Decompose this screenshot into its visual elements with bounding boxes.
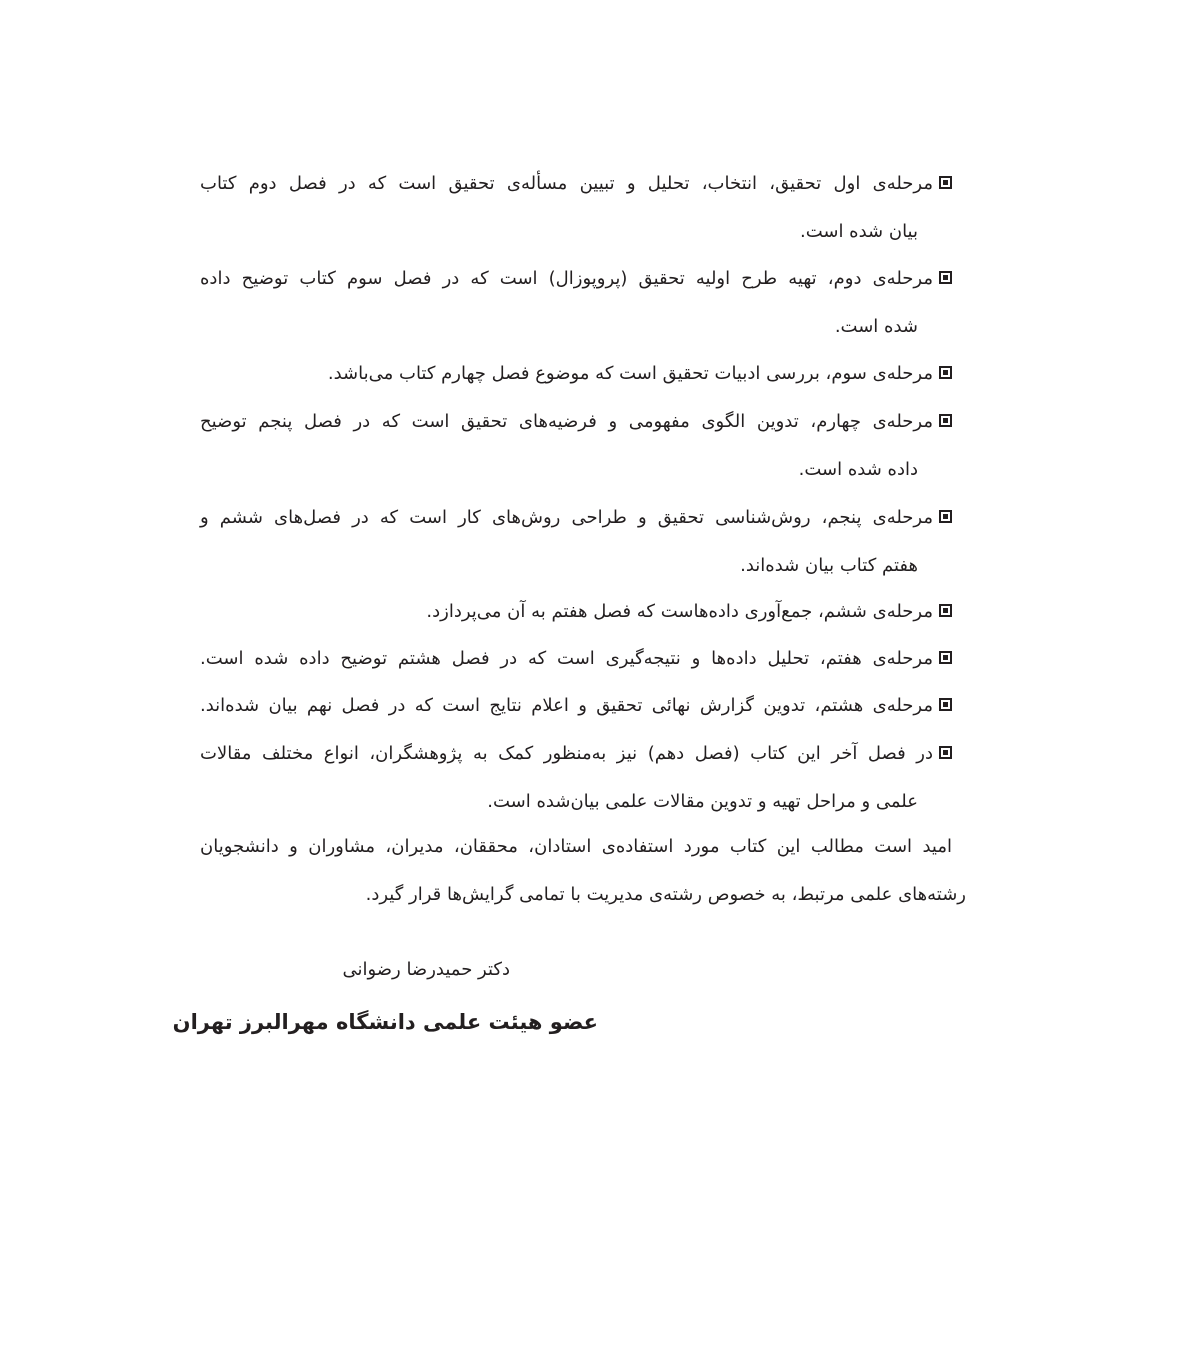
stage-line: مرحله‌ی هشتم، تدوین گزارش نهائی تحقیق و اعلام نتایج است که در فصل نهم بیان شده‌اند. [200, 682, 952, 730]
stage-line: مرحله‌ی ششم، جمع‌آوری داده‌هاست که فصل هفتم به آن می‌پردازد. [200, 588, 952, 636]
stage-item-3 [200, 350, 952, 398]
closing-line-1: امید است مطالب این کتاب مورد استفاده‌ی استادان، محققان، مدیران، مشاوران و دانشجویان [200, 836, 952, 857]
closing-line-2: رشته‌های علمی مرتبط، به خصوص رشته‌ی مدیریت با تمامی گرایش‌ها قرار گیرد. [365, 884, 966, 905]
stage-line: هفتم کتاب بیان شده‌اند. [740, 555, 918, 576]
stage-item-6 [200, 588, 952, 636]
stage-line: مرحله‌ی چهارم، تدوین الگوی مفهومی و فرضیه‌های تحقیق است که در فصل پنجم توضیح [200, 398, 952, 446]
author-affiliation: عضو هیئت علمی دانشگاه مهرالبرز تهران [172, 1010, 598, 1034]
stage-line: بیان شده است. [799, 221, 918, 242]
square-bullet-icon [939, 271, 952, 284]
stage-item-2 [200, 255, 952, 351]
square-bullet-icon [939, 698, 952, 711]
stage-line: مرحله‌ی دوم، تهیه طرح اولیه تحقیق (پروپوزال) است که در فصل سوم کتاب توضیح داده [200, 255, 952, 303]
square-bullet-icon [939, 414, 952, 427]
square-bullet-icon [939, 746, 952, 759]
stage-line: مرحله‌ی سوم، بررسی ادبیات تحقیق است که موضوع فصل چهارم کتاب می‌باشد. [200, 350, 952, 398]
stage-line: در فصل آخر این کتاب (فصل دهم) نیز به‌منظور کمک به پژوهشگران، انواع مختلف مقالات [200, 730, 952, 778]
stage-item-9 [200, 730, 952, 826]
stage-item-1 [200, 160, 952, 256]
stage-item-7 [200, 635, 952, 683]
closing-paragraph [200, 823, 952, 871]
author-name: دکتر حمیدرضا رضوانی [342, 959, 510, 980]
stage-item-5 [200, 494, 952, 590]
square-bullet-icon [939, 510, 952, 523]
stage-item-8 [200, 682, 952, 730]
square-bullet-icon [939, 176, 952, 189]
stage-line: مرحله‌ی هفتم، تحلیل داده‌ها و نتیجه‌گیری است که در فصل هشتم توضیح داده شده است. [200, 635, 952, 683]
stage-line: شده است. [834, 316, 918, 337]
square-bullet-icon [939, 604, 952, 617]
square-bullet-icon [939, 651, 952, 664]
square-bullet-icon [939, 366, 952, 379]
stage-line: مرحله‌ی پنجم، روش‌شناسی تحقیق و طراحی روش‌های کار است که در فصل‌های ششم و [200, 494, 952, 542]
stage-item-4 [200, 398, 952, 494]
stage-line: داده شده است. [798, 459, 918, 480]
stage-line: علمی و مراحل تهیه و تدوین مقالات علمی بیان‌شده است. [487, 791, 918, 812]
stage-line: مرحله‌ی اول تحقیق، انتخاب، تحلیل و تبیین مسأله‌ی تحقیق است که در فصل دوم کتاب [200, 160, 952, 208]
